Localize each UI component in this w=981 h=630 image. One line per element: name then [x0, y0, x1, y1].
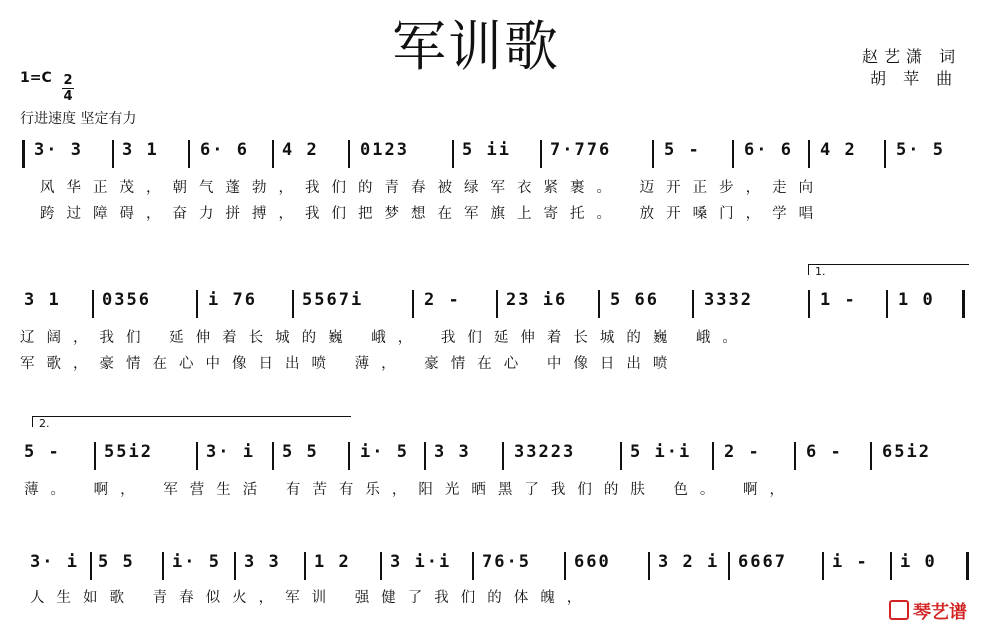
measure: 0356	[102, 290, 151, 310]
watermark-logo	[889, 598, 967, 624]
measure: 1 -	[820, 290, 857, 310]
measure: 23 i6	[506, 290, 568, 310]
lyric-line-1: 风华正茂，朝气蓬勃，我们的青春被绿军衣紧裹。 迈开正步，走向	[40, 180, 826, 196]
measure: i -	[832, 552, 869, 572]
measure: 3· 3	[34, 140, 83, 160]
measure: 5 i·i	[630, 442, 692, 462]
measure: 2 -	[724, 442, 761, 462]
measure: 3 1	[122, 140, 159, 160]
measure: 5 5	[98, 552, 135, 572]
measure: 6667	[738, 552, 787, 572]
measure: 6· 6	[200, 140, 249, 160]
time-signature-top: 2	[63, 73, 73, 88]
lyric-line-2: 跨过障碍，奋力拼搏，我们把梦想在军旗上寄托。 放开嗓门，学唱	[40, 206, 826, 222]
lyricist-credit: 赵艺潇 词	[862, 47, 962, 66]
measure: 1 2	[314, 552, 351, 572]
measure: 5 -	[24, 442, 61, 462]
measure: 33223	[514, 442, 576, 462]
measure: 0123	[360, 140, 409, 160]
measure: 55i2	[104, 442, 153, 462]
measure: 1 0	[898, 290, 935, 310]
measure: 5 ii	[462, 140, 511, 160]
time-signature-bottom: 4	[63, 89, 73, 104]
lyric-line-1: 辽阔，我们 延伸着长城的巍 峨， 我们延伸着长城的巍 峨。	[20, 330, 749, 346]
measure: 2 -	[424, 290, 461, 310]
measure: 5 66	[610, 290, 659, 310]
volta-1-label: 1.	[815, 265, 826, 278]
lyric-line-1: 薄。 啊， 军营生活 有苦有乐，阳光晒黑了我们的肤 色。 啊，	[24, 482, 797, 498]
measure: 3332	[704, 290, 753, 310]
measure: 5 5	[282, 442, 319, 462]
measure: i 0	[900, 552, 937, 572]
measure: 3 3	[244, 552, 281, 572]
measure: 4 2	[282, 140, 319, 160]
measure: i· 5	[172, 552, 221, 572]
measure: 660	[574, 552, 611, 572]
lyric-line-1: 人生如歌 青春似火，军训 强健了我们的体魄，	[30, 590, 594, 606]
measure: 3 3	[434, 442, 471, 462]
measure: 6 -	[806, 442, 843, 462]
measure: 5 -	[664, 140, 701, 160]
logo-text: 琴艺谱	[913, 602, 967, 623]
measure: i· 5	[360, 442, 409, 462]
time-signature	[62, 74, 74, 103]
measure: 76·5	[482, 552, 531, 572]
measure: 65i2	[882, 442, 931, 462]
measure: 7·776	[550, 140, 612, 160]
logo-icon	[889, 600, 909, 620]
tempo-marking: 行进速度 坚定有力	[20, 111, 137, 127]
measure: 5· 5	[896, 140, 945, 160]
measure: i 76	[208, 290, 257, 310]
measure: 3 1	[24, 290, 61, 310]
song-title: 军训歌	[392, 15, 560, 78]
measure: 5567i	[302, 290, 364, 310]
composer-credit: 胡 苹 曲	[870, 69, 959, 88]
measure: 3· i	[30, 552, 79, 572]
measure: 3· i	[206, 442, 255, 462]
measure: 4 2	[820, 140, 857, 160]
measure: 6· 6	[744, 140, 793, 160]
volta-2-label: 2.	[39, 417, 50, 430]
lyric-line-2: 军歌，豪情在心中像日出喷 薄， 豪情在心 中像日出喷	[20, 356, 680, 372]
key-signature: 1=C	[20, 70, 52, 86]
measure: 3 i·i	[390, 552, 452, 572]
measure: 3 2 i	[658, 552, 720, 572]
